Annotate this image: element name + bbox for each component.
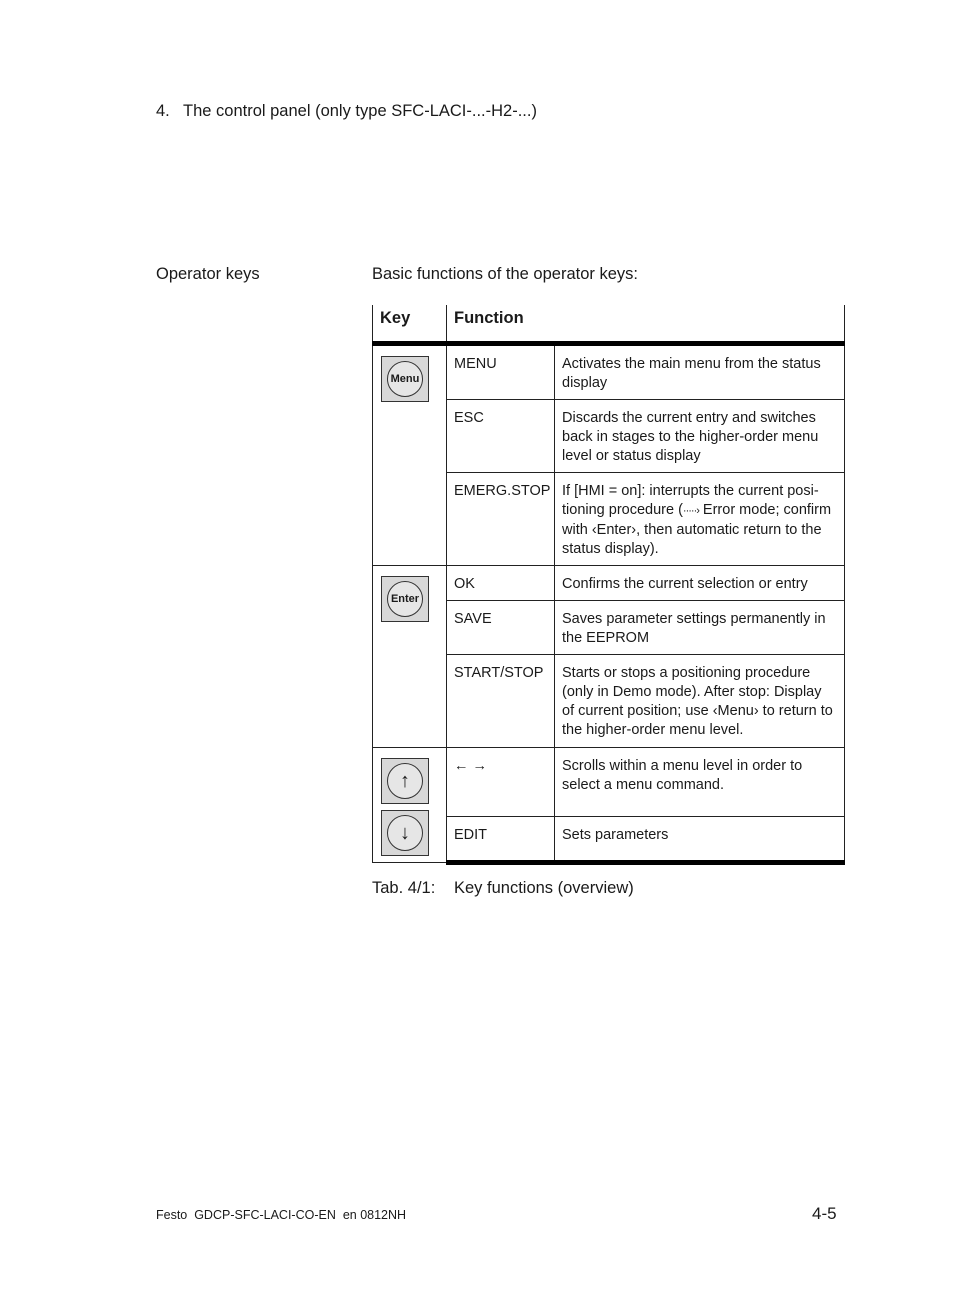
function-name: SAVE (447, 601, 555, 655)
table-caption (372, 879, 634, 898)
chapter-number: 4. (156, 102, 170, 120)
arrow-down-key-icon (381, 810, 429, 856)
arrow-up-label: ↑ (400, 769, 410, 792)
arrow-down-label: ↓ (400, 821, 410, 844)
function-description (555, 473, 845, 566)
chapter-heading (156, 102, 537, 121)
menu-key-icon (381, 356, 429, 402)
function-name: ← → (447, 748, 555, 817)
table-row (373, 748, 845, 817)
header-key: Key (373, 305, 447, 344)
table-header-row (373, 305, 845, 344)
key-cell-enter (373, 566, 447, 748)
function-description: Scrolls within a menu level in order to select a menu command. (555, 748, 845, 817)
footer-text: Festo GDCP-SFC-LACI-CO-EN en 0812NH (156, 1208, 407, 1222)
key-cell-menu (373, 344, 447, 566)
function-description: Confirms the current selection or entry (555, 566, 845, 601)
enter-key-label: Enter (390, 592, 420, 605)
caption-label: Tab. 4/1: (372, 879, 436, 897)
intro-text: Basic functions of the operator keys: (372, 265, 638, 283)
function-description: Discards the current entry and switches back in stages to the higher-order menu level or status display (555, 400, 845, 473)
description-text: If [HMI = on]: interrupts the current positioning procedure ( (562, 483, 819, 518)
function-name: MENU (447, 344, 555, 400)
dotted-arrow-icon: ·····› (682, 505, 699, 517)
function-name: START/STOP (447, 655, 555, 748)
function-description: Saves parameter settings permanently in the EEPROM (555, 601, 845, 655)
table-row (373, 566, 845, 601)
enter-key-icon (381, 576, 429, 622)
key-cell-arrows (373, 748, 447, 863)
chapter-title: The control panel (only type SFC-LACI-...-H2-...) (183, 102, 537, 120)
header-function: Function (447, 305, 845, 344)
menu-key-label: Menu (390, 372, 420, 385)
function-name: ESC (447, 400, 555, 473)
function-name: OK (447, 566, 555, 601)
key-functions-table (372, 305, 845, 865)
caption-text: Key functions (overview) (454, 879, 634, 897)
function-name: EMERG.STOP (447, 473, 555, 566)
table-row (373, 344, 845, 400)
description-text: Error mode; confirm with ‹Enter›, then automatic return to the status display). (562, 502, 832, 557)
function-description: Sets parameters (555, 817, 845, 863)
page-number: 4-5 (812, 1204, 837, 1223)
function-description: Activates the main menu from the status display (555, 344, 845, 400)
function-description: Starts or stops a positioning procedure (only in Demo mode). After stop: Display of current position; use ‹Menu› to return to the higher-order menu level. (555, 655, 845, 748)
side-label: Operator keys (156, 265, 260, 283)
function-name: EDIT (447, 817, 555, 863)
arrow-up-key-icon (381, 758, 429, 804)
